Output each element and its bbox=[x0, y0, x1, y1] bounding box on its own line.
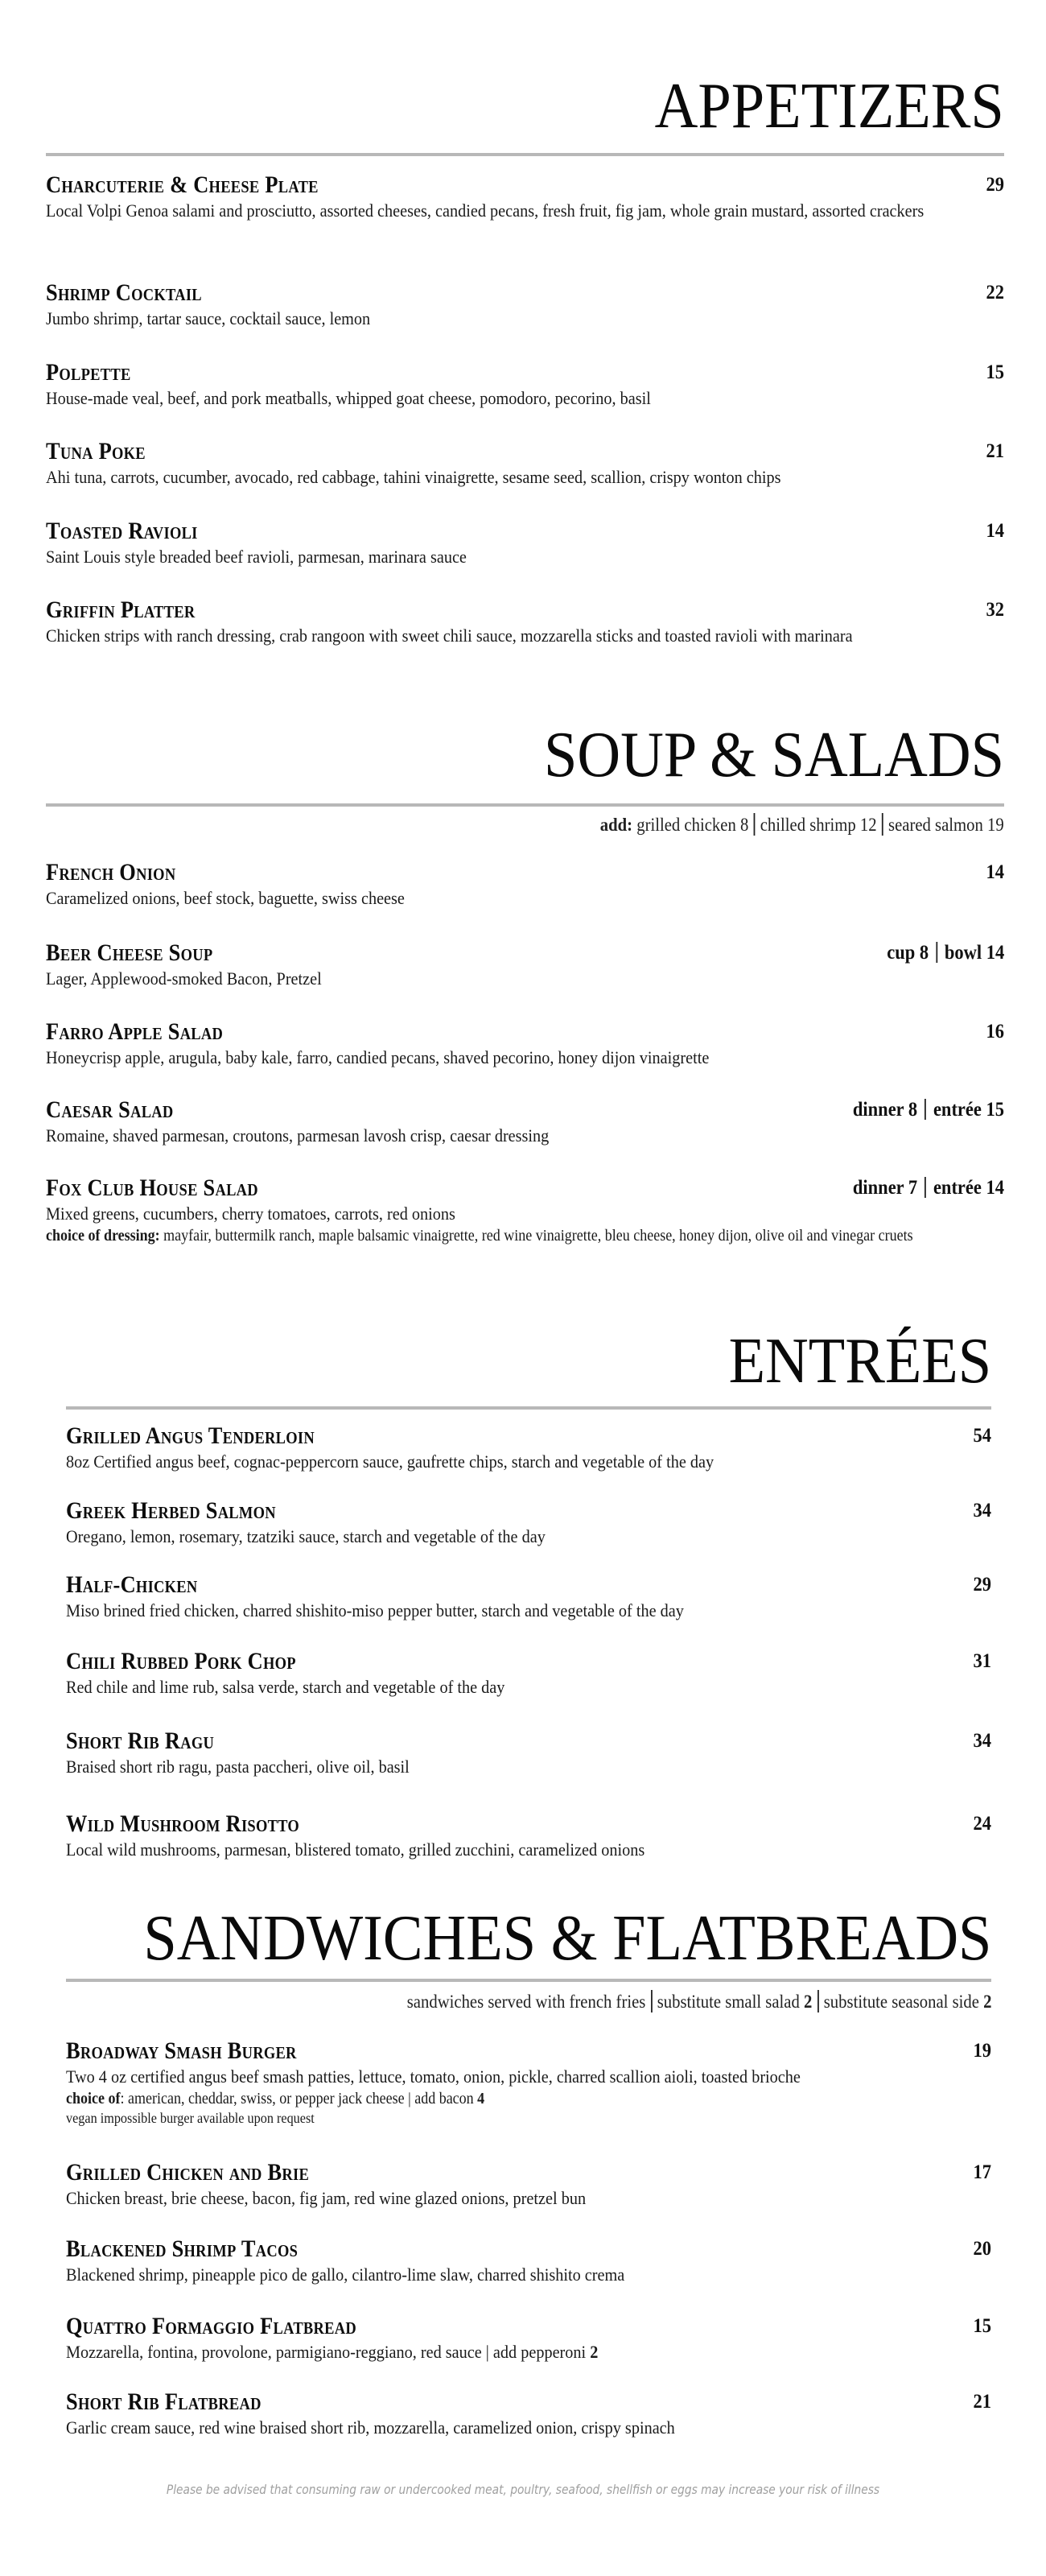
item-description: Caramelized onions, beef stock, baguette, swiss cheese bbox=[46, 888, 405, 908]
menu-item bbox=[66, 2236, 991, 2286]
item-name: Charcuterie & Cheese Plate bbox=[46, 171, 319, 198]
section-heading-entrees: ENTRÉES bbox=[728, 1326, 991, 1397]
item-price: 29 bbox=[986, 174, 1004, 196]
separator bbox=[650, 1990, 652, 2013]
item-price: 32 bbox=[986, 599, 1004, 621]
price-dinner: dinner 7 bbox=[852, 1177, 918, 1199]
price-entree: entrée 14 bbox=[933, 1177, 1004, 1199]
menu-item bbox=[66, 2038, 991, 2127]
item-price: 29 bbox=[973, 1574, 991, 1596]
item-name: Greek Herbed Salmon bbox=[66, 1497, 276, 1524]
item-description: Local wild mushrooms, parmesan, blistered tomato, grilled zucchini, caramelized onions bbox=[66, 1839, 645, 1860]
item-name: Fox Club House Salad bbox=[46, 1174, 258, 1201]
item-price: 31 bbox=[973, 1650, 991, 1672]
section-divider bbox=[66, 1979, 991, 1982]
item-description: Local Volpi Genoa salami and prosciutto, assorted cheeses, candied pecans, fresh fruit, fig jam, whole grain mustard, assorted crackers bbox=[46, 200, 925, 221]
menu-item bbox=[66, 2314, 991, 2363]
choice-text: : american, cheddar, swiss, or pepper jack cheese | add bacon bbox=[120, 2090, 474, 2107]
section-sandwiches-flatbreads bbox=[66, 0, 991, 2463]
price-dinner: dinner 8 bbox=[852, 1099, 918, 1121]
item-description: Romaine, shaved parmesan, croutons, parmesan lavosh crisp, caesar dressing bbox=[46, 1125, 550, 1146]
item-name: Tuna Poke bbox=[46, 438, 146, 464]
add-option: chilled shrimp 12 bbox=[760, 815, 877, 835]
section-heading-soup-salads: SOUP & SALADS bbox=[544, 720, 1004, 791]
served-with: sandwiches served with french fries bbox=[406, 1992, 645, 2012]
item-price: 34 bbox=[973, 1500, 991, 1521]
item-price: 14 bbox=[986, 520, 1004, 542]
item-description: Honeycrisp apple, arugula, baby kale, farro, candied pecans, shaved pecorino, honey dijon vinaigrette bbox=[46, 1047, 710, 1067]
item-description: Oregano, lemon, rosemary, tzatziki sauce, starch and vegetable of the day bbox=[66, 1526, 546, 1546]
item-description: Braised short rib ragu, pasta paccheri, olive oil, basil bbox=[66, 1757, 410, 1777]
sub-salad-price: 2 bbox=[803, 1992, 812, 2012]
item-description: Lager, Applewood-smoked Bacon, Pretzel bbox=[46, 968, 322, 989]
item-description: Miso brined fried chicken, charred shishito-miso pepper butter, starch and vegetable of the day bbox=[66, 1600, 684, 1620]
price-cup: cup 8 bbox=[886, 942, 929, 964]
menu-item bbox=[66, 2160, 991, 2210]
item-description: Mixed greens, cucumbers, cherry tomatoes, carrots, red onions bbox=[46, 1203, 455, 1224]
item-price: 17 bbox=[973, 2161, 991, 2183]
item-price: 19 bbox=[973, 2040, 991, 2062]
item-price: 21 bbox=[986, 440, 1004, 462]
item-description: Red chile and lime rub, salsa verde, starch and vegetable of the day bbox=[66, 1677, 505, 1697]
item-name: Polpette bbox=[46, 359, 131, 386]
item-name: Short Rib Flatbread bbox=[66, 2388, 262, 2415]
item-name: Beer Cheese Soup bbox=[46, 939, 213, 966]
item-name: Broadway Smash Burger bbox=[66, 2037, 297, 2064]
choice-label: choice of bbox=[66, 2090, 121, 2107]
item-price: 54 bbox=[973, 1425, 991, 1447]
item-description: Saint Louis style breaded beef ravioli, parmesan, marinara sauce bbox=[46, 547, 467, 567]
add-option: seared salmon 19 bbox=[888, 815, 1004, 835]
menu-item bbox=[66, 2389, 991, 2439]
add-option: grilled chicken 8 bbox=[636, 815, 749, 835]
item-price: 22 bbox=[986, 282, 1004, 303]
item-price: 15 bbox=[973, 2315, 991, 2337]
item-name: Shrimp Cocktail bbox=[46, 279, 202, 306]
sandwich-sides-note bbox=[406, 1990, 991, 2013]
dressing-options: mayfair, buttermilk ranch, maple balsamic vinaigrette, red wine vinaigrette, bleu cheese, honey dijon, olive oil and vinegar cruets bbox=[163, 1227, 913, 1245]
sub-side-price: 2 bbox=[982, 1992, 991, 2012]
item-price: 34 bbox=[973, 1730, 991, 1752]
sub-side-label: substitute seasonal side bbox=[823, 1992, 979, 2012]
item-description: Two 4 oz certified angus beef smash patties, lettuce, tomato, onion, pickle, charred scallion aioli, toasted brioche bbox=[66, 2066, 801, 2087]
item-name: Blackened Shrimp Tacos bbox=[66, 2235, 299, 2262]
item-description: Chicken strips with ranch dressing, crab rangoon with sweet chili sauce, mozzarella sticks and toasted ravioli with marinara bbox=[46, 625, 853, 646]
item-description: 8oz Certified angus beef, cognac-peppercorn sauce, gaufrette chips, starch and vegetable of the day bbox=[66, 1451, 714, 1472]
item-name: Quattro Formaggio Flatbread bbox=[66, 2313, 356, 2339]
item-name: French Onion bbox=[46, 859, 176, 886]
section-heading-appetizers: APPETIZERS bbox=[654, 71, 1004, 142]
description-text: Mozzarella, fontina, provolone, parmigiano-reggiano, red sauce | add pepperoni bbox=[66, 2342, 587, 2362]
item-name: Half-Chicken bbox=[66, 1571, 198, 1598]
separator bbox=[817, 1990, 818, 2013]
sub-salad-label: substitute small salad bbox=[657, 1992, 800, 2012]
item-name: Wild Mushroom Risotto bbox=[66, 1810, 300, 1837]
item-description: Jumbo shrimp, tartar sauce, cocktail sauce, lemon bbox=[46, 308, 371, 328]
item-description: Chicken breast, brie cheese, bacon, fig jam, red wine glazed onions, pretzel bun bbox=[66, 2188, 587, 2208]
item-price: 20 bbox=[973, 2238, 991, 2260]
item-price: 15 bbox=[986, 361, 1004, 383]
section-heading-sandwiches: SANDWICHES & FLATBREADS bbox=[142, 1903, 991, 1974]
item-name: Griffin Platter bbox=[46, 597, 196, 623]
item-description: Ahi tuna, carrots, cucumber, avocado, red cabbage, tahini vinaigrette, sesame seed, scallion, crispy wonton chips bbox=[46, 467, 781, 487]
item-description: Blackened shrimp, pineapple pico de gallo, cilantro-lime slaw, charred shishito crema bbox=[66, 2264, 625, 2285]
item-price: 24 bbox=[973, 1813, 991, 1835]
item-description: House-made veal, beef, and pork meatballs, whipped goat cheese, pomodoro, pecorino, basil bbox=[46, 388, 651, 408]
food-safety-disclaimer: Please be advised that consuming raw or undercooked meat, poultry, seafood, shellfish or eggs may increase your risk of illness bbox=[166, 2482, 880, 2497]
item-name: Grilled Chicken and Brie bbox=[66, 2159, 310, 2186]
price-entree: entrée 15 bbox=[933, 1099, 1004, 1121]
item-name: Chili Rubbed Pork Chop bbox=[66, 1648, 296, 1674]
item-price: 21 bbox=[973, 2391, 991, 2413]
vegan-note: vegan impossible burger available upon request bbox=[66, 2110, 315, 2126]
cheese-choice bbox=[66, 2088, 990, 2109]
item-name: Toasted Ravioli bbox=[46, 518, 198, 544]
pepperoni-price: 2 bbox=[590, 2342, 599, 2362]
item-name: Farro Apple Salad bbox=[46, 1018, 224, 1045]
item-price: 16 bbox=[986, 1021, 1004, 1042]
item-description: Garlic cream sauce, red wine braised short rib, mozzarella, caramelized onion, crispy spinach bbox=[66, 2417, 675, 2438]
item-name: Short Rib Ragu bbox=[66, 1728, 215, 1754]
item-name: Caesar Salad bbox=[46, 1096, 174, 1123]
price-bowl: bowl 14 bbox=[944, 942, 1004, 964]
add-label: add: bbox=[600, 815, 633, 835]
dressing-label: choice of dressing: bbox=[46, 1227, 160, 1245]
item-price: 14 bbox=[986, 861, 1004, 883]
item-description bbox=[66, 2341, 990, 2363]
item-name: Grilled Angus Tenderloin bbox=[66, 1422, 315, 1449]
bacon-price: 4 bbox=[477, 2090, 485, 2107]
